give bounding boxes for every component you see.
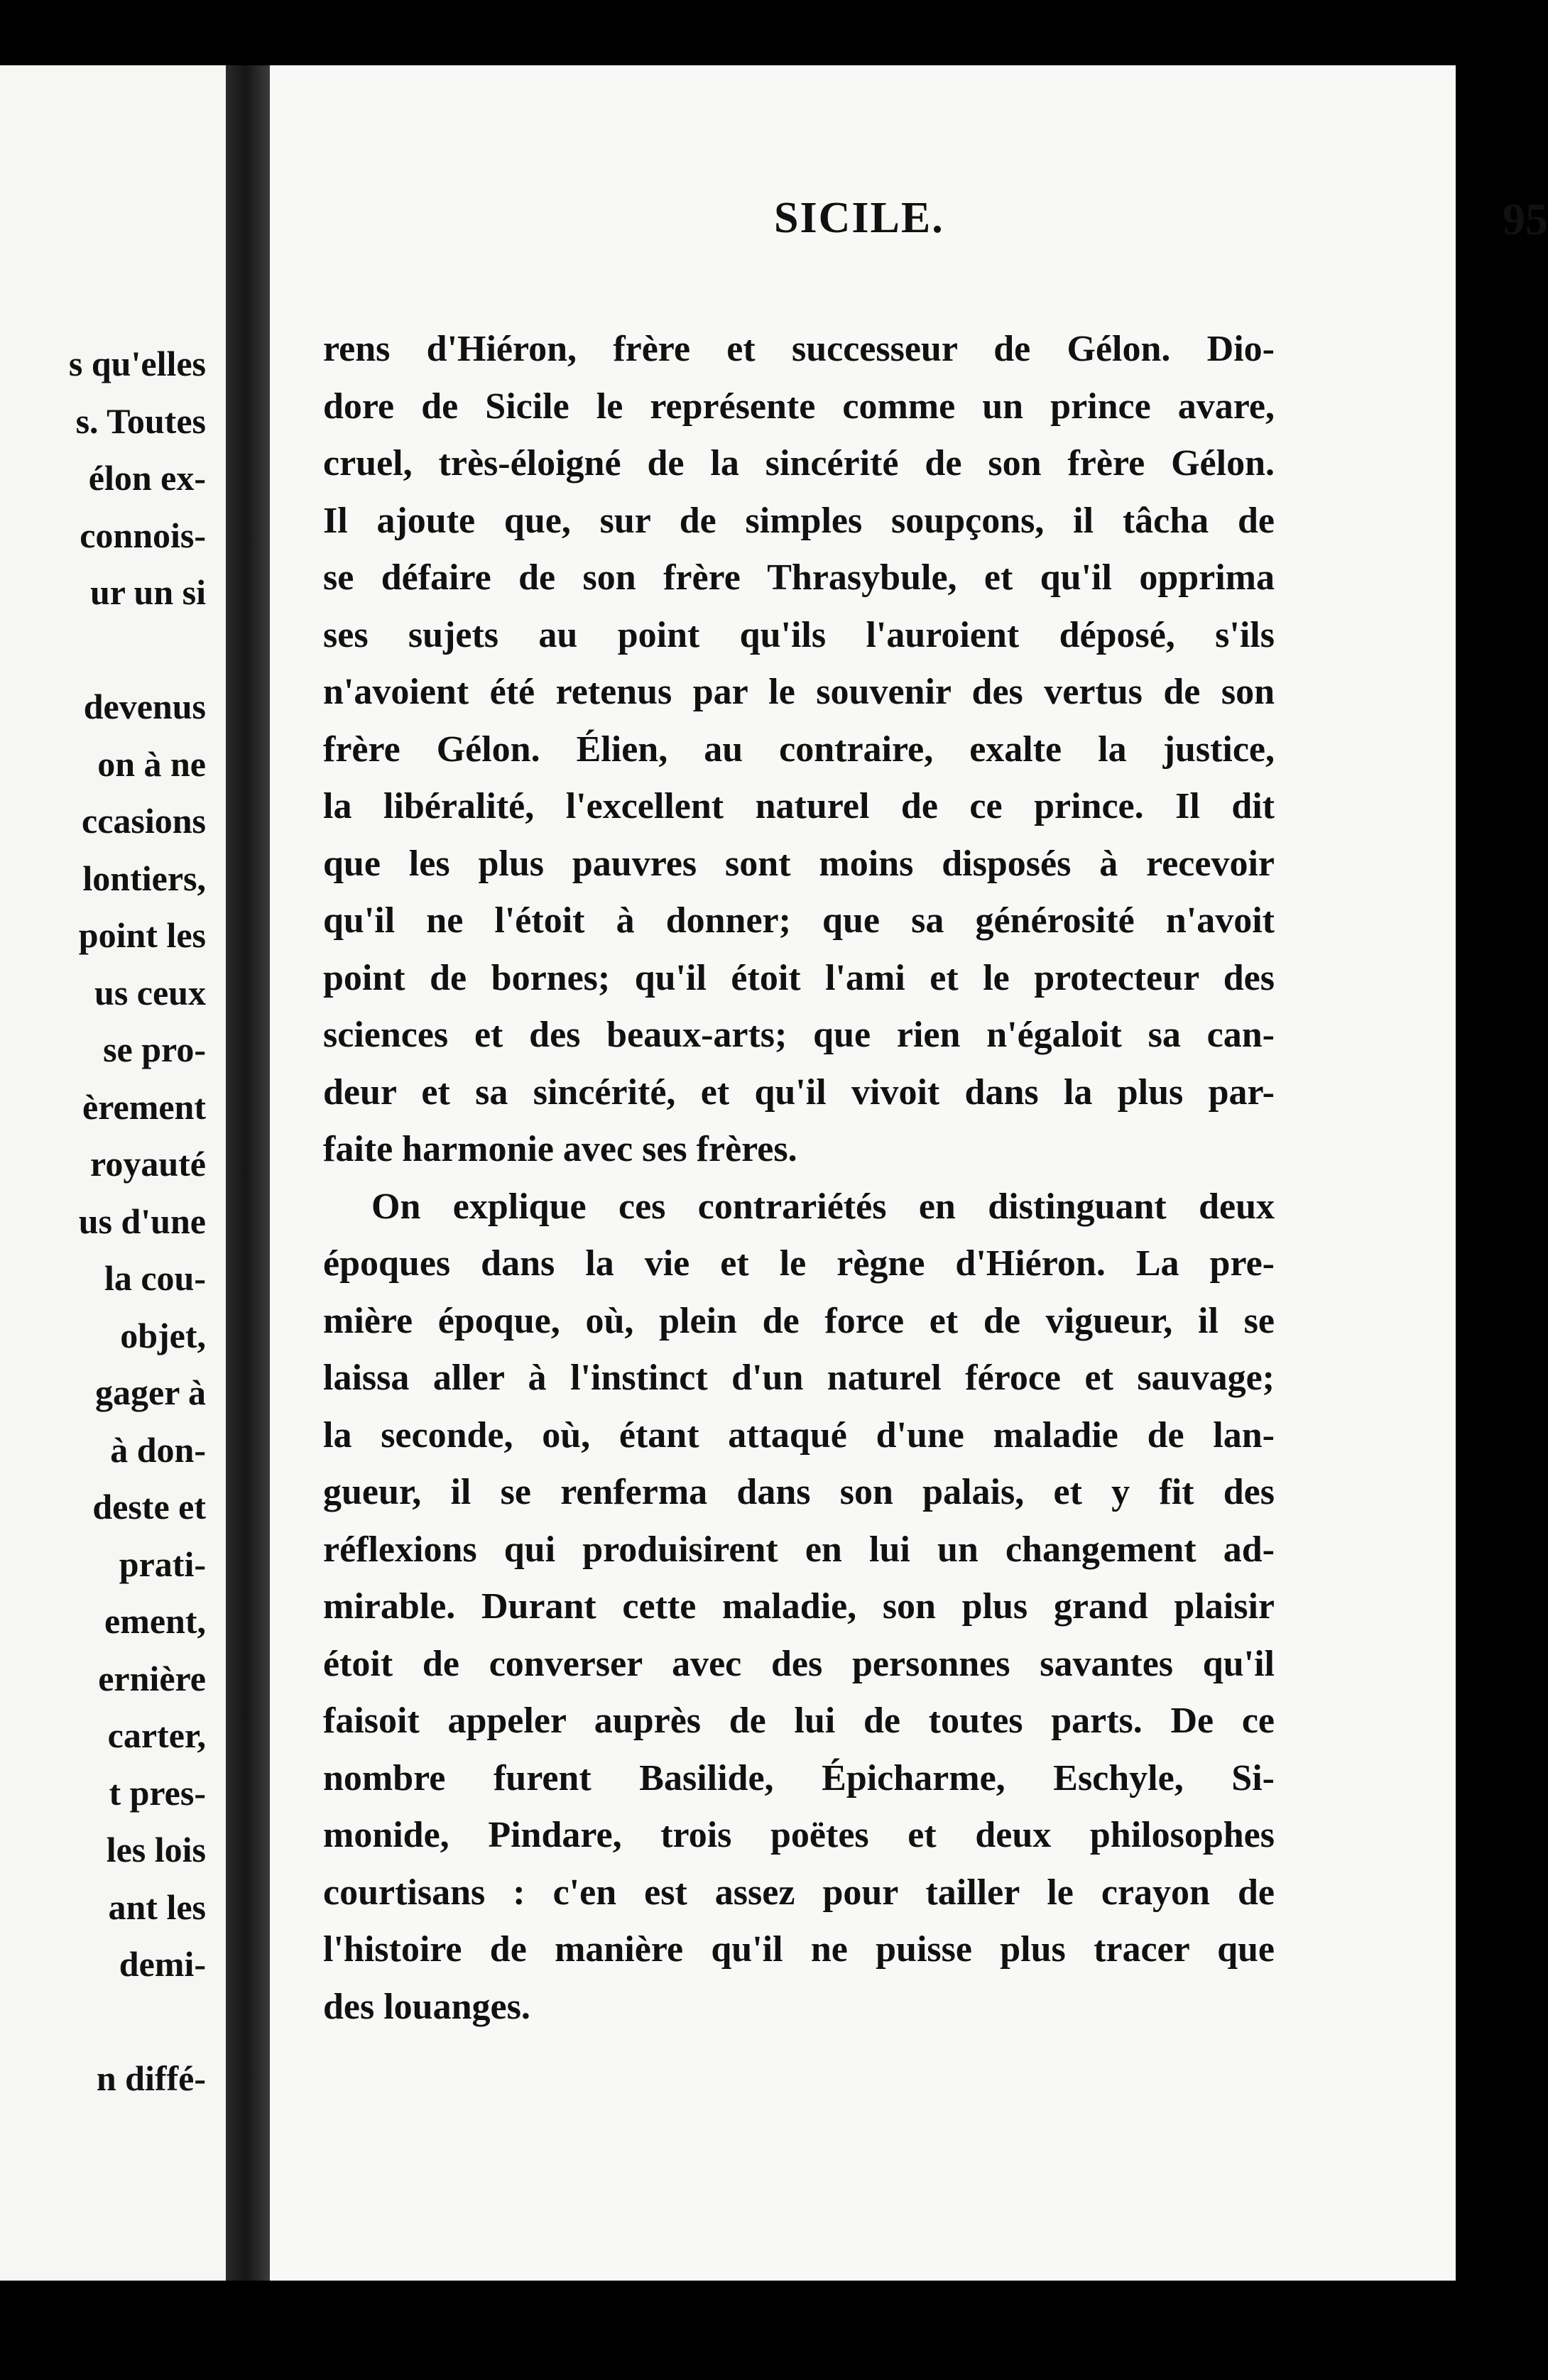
- left-page-line: point les: [78, 915, 206, 955]
- left-page-line: ernière: [98, 1658, 206, 1698]
- left-page-line: lontiers,: [82, 858, 206, 898]
- text-line: sciences et des beaux-arts; que rien n'égaloit sa can-: [323, 1015, 1275, 1055]
- text-line: réflexions qui produisirent en lui un changement ad-: [323, 1529, 1275, 1570]
- text-line: que les plus pauvres sont moins disposés à recevoir: [323, 843, 1275, 884]
- text-line: faite harmonie avec ses frères.: [323, 1129, 797, 1169]
- text-line: gueur, il se renferma dans son palais, et y fit des: [323, 1472, 1275, 1512]
- text-line: des louanges.: [323, 1986, 530, 2027]
- page-number: 95: [1503, 194, 1548, 244]
- text-line: cruel, très-éloigné de la sincérité de son frère Gélon.: [323, 443, 1275, 484]
- left-page-line: ement,: [104, 1601, 206, 1641]
- text-line: n'avoient été retenus par le souvenir des vertus de son: [323, 672, 1275, 712]
- text-line: faisoit appeler auprès de lui de toutes parts. De ce: [323, 1701, 1275, 1741]
- left-page-line: [69, 1993, 206, 2051]
- text-line: la libéralité, l'excellent naturel de ce prince. Il dit: [323, 786, 1275, 826]
- left-page-line: à don-: [110, 1429, 206, 1470]
- left-page-line: objet,: [120, 1315, 206, 1355]
- page-header: [327, 193, 1548, 271]
- text-line: rens d'Hiéron, frère et successeur de Gélon. Dio-: [323, 329, 1275, 369]
- text-line: étoit de converser avec des personnes savantes qu'il: [323, 1643, 1275, 1684]
- text-line: mirable. Durant cette maladie, son plus grand plaisir: [323, 1586, 1275, 1627]
- running-head: SICILE.: [774, 194, 944, 242]
- left-page-line: t pres-: [109, 1772, 206, 1813]
- text-line: deur et sa sincérité, et qu'il vivoit dans la plus par-: [323, 1071, 1275, 1113]
- text-line: dore de Sicile le représente comme un prince avare,: [323, 386, 1275, 427]
- right-page: [270, 65, 1548, 2281]
- paragraph: [323, 321, 1275, 1179]
- left-page-line: connois-: [80, 515, 206, 555]
- text-line: laissa aller à l'instinct d'un naturel féroce et sauvage;: [323, 1358, 1275, 1398]
- left-page-line: us ceux: [94, 972, 206, 1012]
- text-line: qu'il ne l'étoit à donner; que sa générosité n'avoit: [323, 900, 1275, 941]
- left-page-line: deste et: [92, 1487, 206, 1527]
- text-line: courtisans : c'en est assez pour tailler le crayon de: [323, 1872, 1275, 1913]
- left-page-fragment: [0, 65, 226, 2281]
- left-page-line: devenus: [83, 687, 206, 726]
- left-page-line: carter,: [107, 1715, 206, 1755]
- left-page-line: ant les: [108, 1887, 206, 1927]
- text-line: l'histoire de manière qu'il ne puisse plus tracer que: [323, 1929, 1275, 1970]
- text-line: mière époque, où, plein de force et de vigueur, il se: [323, 1300, 1275, 1341]
- left-page-line: n diffé-: [96, 2058, 206, 2098]
- left-page-line: s qu'elles: [68, 344, 206, 383]
- left-page-line: èrement: [82, 1086, 206, 1127]
- left-page-line: ur un si: [89, 572, 206, 612]
- left-page-line: prati-: [119, 1544, 206, 1584]
- text-line: époques dans la vie et le règne d'Hiéron. La pre-: [323, 1243, 1275, 1284]
- left-page-line: demi-: [119, 1944, 206, 1984]
- left-page-line: us d'une: [78, 1201, 206, 1241]
- left-page-line: [69, 621, 206, 679]
- book-gutter: [226, 65, 270, 2281]
- text-line: frère Gélon. Élien, au contraire, exalte la justice,: [323, 728, 1275, 770]
- left-page-line: ccasions: [82, 801, 206, 841]
- body-text: [323, 321, 1275, 2036]
- left-page-line: les lois: [106, 1830, 206, 1869]
- left-page-line: se pro-: [103, 1030, 206, 1069]
- text-line: nombre furent Basilide, Épicharme, Eschyle, Si-: [323, 1757, 1275, 1798]
- text-line: la seconde, où, étant attaqué d'une maladie de lan-: [323, 1414, 1275, 1456]
- text-line: ses sujets au point qu'ils l'auroient déposé, s'ils: [323, 614, 1275, 655]
- left-page-line: s. Toutes: [75, 400, 206, 441]
- left-page-line: gager à: [95, 1372, 206, 1412]
- text-line: On explique ces contrariétés en distinguant deux: [371, 1186, 1275, 1227]
- left-page-line: élon ex-: [88, 458, 206, 498]
- text-line: Il ajoute que, sur de simples soupçons, il tâcha de: [323, 500, 1275, 541]
- left-page-line: la cou-: [104, 1258, 206, 1298]
- paragraph: [323, 1179, 1275, 2036]
- text-line: point de bornes; qu'il étoit l'ami et le protecteur des: [323, 957, 1275, 998]
- text-line: monide, Pindare, trois poëtes et deux philosophes: [323, 1815, 1275, 1855]
- left-page-line: royauté: [90, 1144, 206, 1184]
- left-page-text: [69, 335, 206, 2107]
- left-page-line: on à ne: [97, 743, 206, 784]
- text-line: se défaire de son frère Thrasybule, et qu'il opprima: [323, 557, 1275, 598]
